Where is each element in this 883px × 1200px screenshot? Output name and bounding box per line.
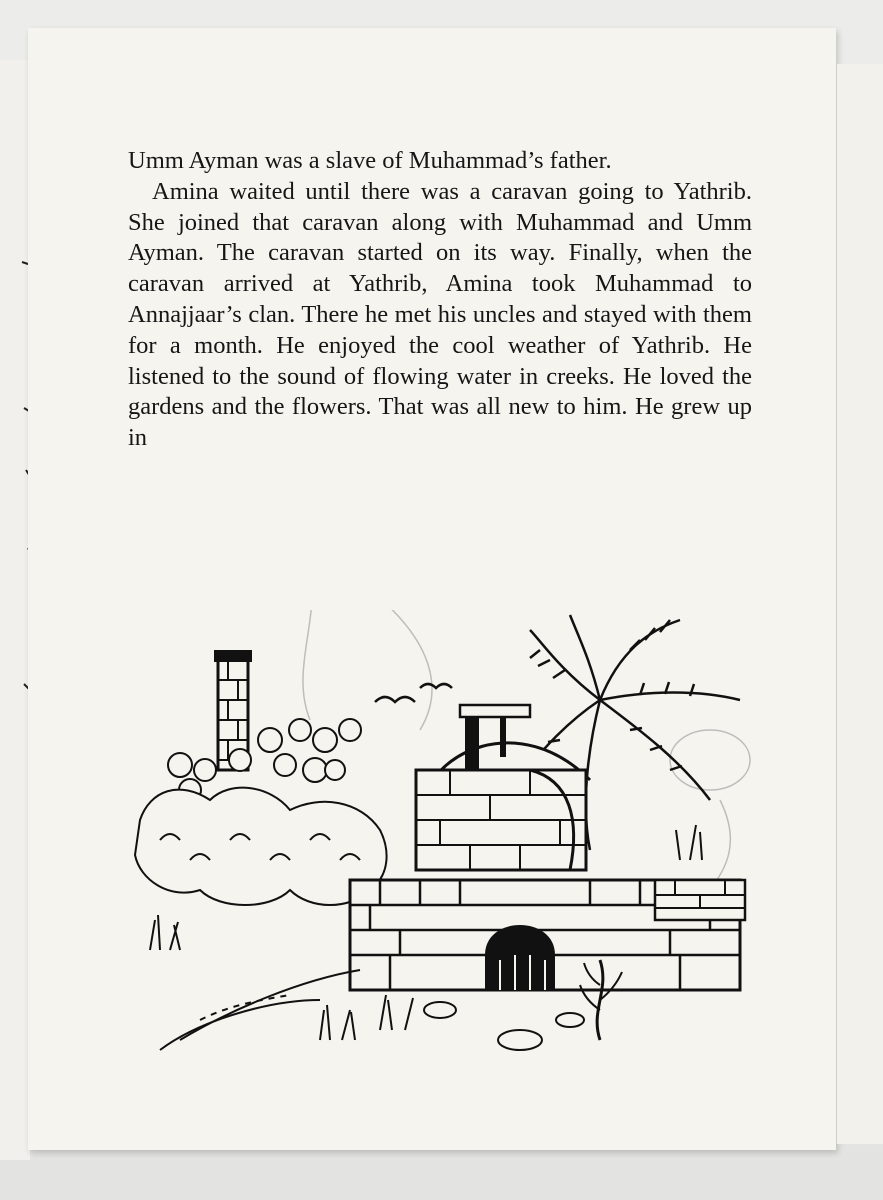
well-garden-illustration <box>120 610 760 1070</box>
paragraph-2: Amina waited until there was a caravan going to Yathrib. She joined that caravan along with Muhammad and Umm Ayman. The caravan started on its way. Finally, when the caravan arrived at Yathrib, Amina took Muhammad to Annajjaar’s clan. There he met his uncles and stayed with them for a month. He enjoyed the cool weather of Yathrib. He listened to the sound of flowing water in creeks. He loved the gardens and the flowers. That was all new to him. He grew up in <box>128 177 752 452</box>
next-page-edge <box>836 64 883 1144</box>
paragraph-1: Umm Ayman was a slave of Muhammad’s father. <box>128 147 612 174</box>
page-text <box>128 146 752 454</box>
flower-bush <box>135 719 387 905</box>
birds <box>375 684 452 702</box>
stone-arch-bridge <box>350 880 745 990</box>
